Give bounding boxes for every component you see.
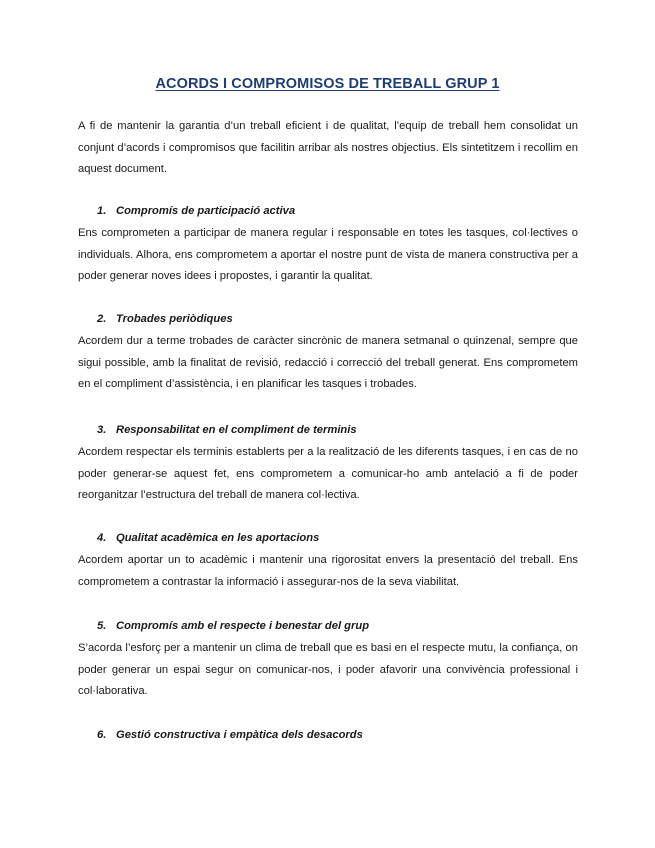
section-2-title: Trobades periòdiques (116, 313, 233, 325)
section-1-heading (97, 205, 577, 217)
section-2-body: Acordem dur a terme trobades de caràcter sincrònic de manera setmanal o quinzenal, sempre que sigui possible, amb la finalitat de revisió, redacció i correcció del treball generat. Ens comprometem en el compliment d’assistència, i en planificar les tasques i trobades. (78, 335, 578, 390)
section-1-body: Ens comprometen a participar de manera regular i responsable en totes les tasques, col·lectives o individuals. Alhora, ens comprometem a aportar el nostre punt de vista de manera constructiva per a poder generar noves idees i propostes, i garantir la qualitat. (78, 227, 578, 282)
section-3-title: Responsabilitat en el compliment de terminis (116, 424, 357, 436)
section-1-number: 1. (97, 205, 107, 217)
intro-paragraph: A fi de mantenir la garantia d’un treball eficient i de qualitat, l’equip de treball hem consolidat un conjunt d’acords i compromisos que facilitin arribar als nostres objectius. Els sintetitzem i recollim en aquest document. (78, 120, 578, 175)
section-3-body: Acordem respectar els terminis establerts per a la realització de les diferents tasques, i en cas de no poder generar-se aquest fet, ens comprometem a comunicar-ho amb antelació a fi de poder reorganitzar l’estructura del treball de manera col·lectiva. (78, 446, 578, 501)
section-4-title: Qualitat acadèmica en les aportacions (116, 532, 320, 544)
section-5-title: Compromís amb el respecte i benestar del grup (116, 620, 370, 632)
section-6-number: 6. (97, 729, 107, 741)
section-1-title: Compromís de participació activa (116, 205, 296, 217)
section-6-heading (97, 729, 577, 741)
section-5-heading (97, 620, 577, 632)
section-4-body: Acordem aportar un to acadèmic i mantenir una rigorositat envers la presentació del treball. Ens comprometem a contrastar la informació i assegurar-nos de la seva viabilitat. (78, 554, 578, 588)
section-4-number: 4. (97, 532, 107, 544)
section-5-body: S’acorda l’esforç per a mantenir un clima de treball que es basi en el respecte mutu, la confiança, on poder generar un espai segur on comunicar-nos, i poder afavorir una convivència professional i col·laborativa. (78, 642, 578, 697)
section-3-number: 3. (97, 424, 107, 436)
section-3-heading (97, 424, 577, 436)
section-5-number: 5. (97, 620, 107, 632)
section-4-heading (97, 532, 577, 544)
section-2-number: 2. (97, 313, 107, 325)
section-6-title: Gestió constructiva i empàtica dels desacords (116, 729, 363, 741)
section-2-heading (97, 313, 577, 325)
document-title: ACORDS I COMPROMISOS DE TREBALL GRUP 1 (155, 76, 500, 92)
